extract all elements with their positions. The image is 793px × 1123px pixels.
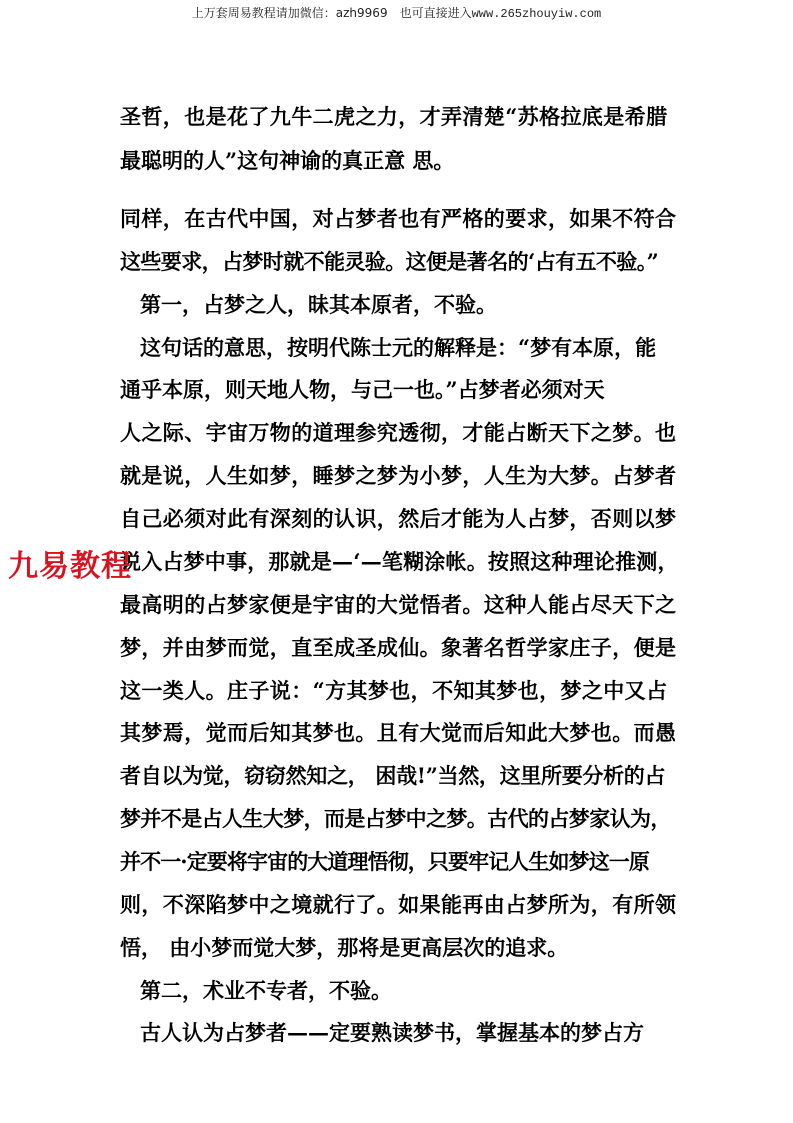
text-line-9: 就是说，人生如梦，睡梦之梦为小梦，人生为大梦。占梦者 bbox=[120, 463, 677, 488]
text-line-1: 圣哲，也是花了九牛二虎之力，才弄清楚“苏格拉底是希腊 bbox=[120, 104, 668, 129]
text-line-4: 这些要求，占梦时就不能灵验。这便是著名的‘占有五不验。” bbox=[120, 249, 659, 274]
text-line-11: 说入占梦中事，那就是—‘—笔糊涂帐。按照这种理论推测， bbox=[120, 549, 679, 574]
text-line-20: 悟， 由小梦而觉大梦，那将是更高层次的追求。 bbox=[120, 935, 569, 960]
text-line-8: 人之际、宇宙万物的道理参究透彻，才能占断天下之梦。也 bbox=[120, 420, 677, 445]
text-line-19: 则，不深陷梦中之境就行了。如果能再由占梦所为，有所领 bbox=[120, 892, 677, 917]
text-line-18: 并不一·定要将宇宙的大道理悟彻，只要牢记人生如梦这一原 bbox=[120, 849, 650, 874]
text-line-14: 这一类人。庄子说：“方其梦也，不知其梦也，梦之中又占 bbox=[120, 678, 668, 703]
page-header bbox=[0, 4, 793, 21]
text-line-15: 其梦焉，觉而后知其梦也。且有大觉而后知此大梦也。而愚 bbox=[120, 720, 677, 745]
text-line-17: 梦并不是占人生大梦，而是占梦中之梦。古代的占梦家认为， bbox=[120, 806, 671, 831]
header-url[interactable]: www.265zhouyiw.com bbox=[471, 7, 602, 21]
text-line-5: 第一，占梦之人，昧其本原者，不验。 bbox=[140, 292, 497, 317]
text-line-2: 最聪明的人”这句神谕的真正意 思。 bbox=[120, 148, 455, 173]
text-line-16: 者自以为觉，窃窃然知之， 困哉!”当然，这里所要分析的占 bbox=[120, 763, 666, 788]
text-line-12: 最高明的占梦家便是宇宙的大觉悟者。这种人能占尽天下之 bbox=[120, 592, 677, 617]
text-line-6: 这句话的意思，按明代陈士元的解释是：“梦有本原，能 bbox=[140, 335, 657, 360]
text-line-22: 古人认为占梦者——定要熟读梦书，掌握基本的梦占方 bbox=[140, 1020, 644, 1045]
text-line-10: 自己必须对此有深刻的认识，然后才能为人占梦，否则以梦 bbox=[120, 506, 677, 531]
watermark-logo: 九易教程 bbox=[8, 549, 132, 584]
header-text: 上万套周易教程请加微信：azh9969 也可直接进入 bbox=[191, 6, 472, 20]
text-line-21: 第二，术业不专者，不验。 bbox=[140, 978, 392, 1003]
text-line-7: 通乎本原，则天地人物，与己一也。”占梦者必须对天 bbox=[120, 377, 605, 402]
text-line-3: 同样，在古代中国，对占梦者也有严格的要求，如果不符合 bbox=[120, 206, 677, 231]
text-line-13: 梦，并由梦而觉，直至成圣成仙。象著名哲学家庄子，便是 bbox=[120, 635, 677, 660]
